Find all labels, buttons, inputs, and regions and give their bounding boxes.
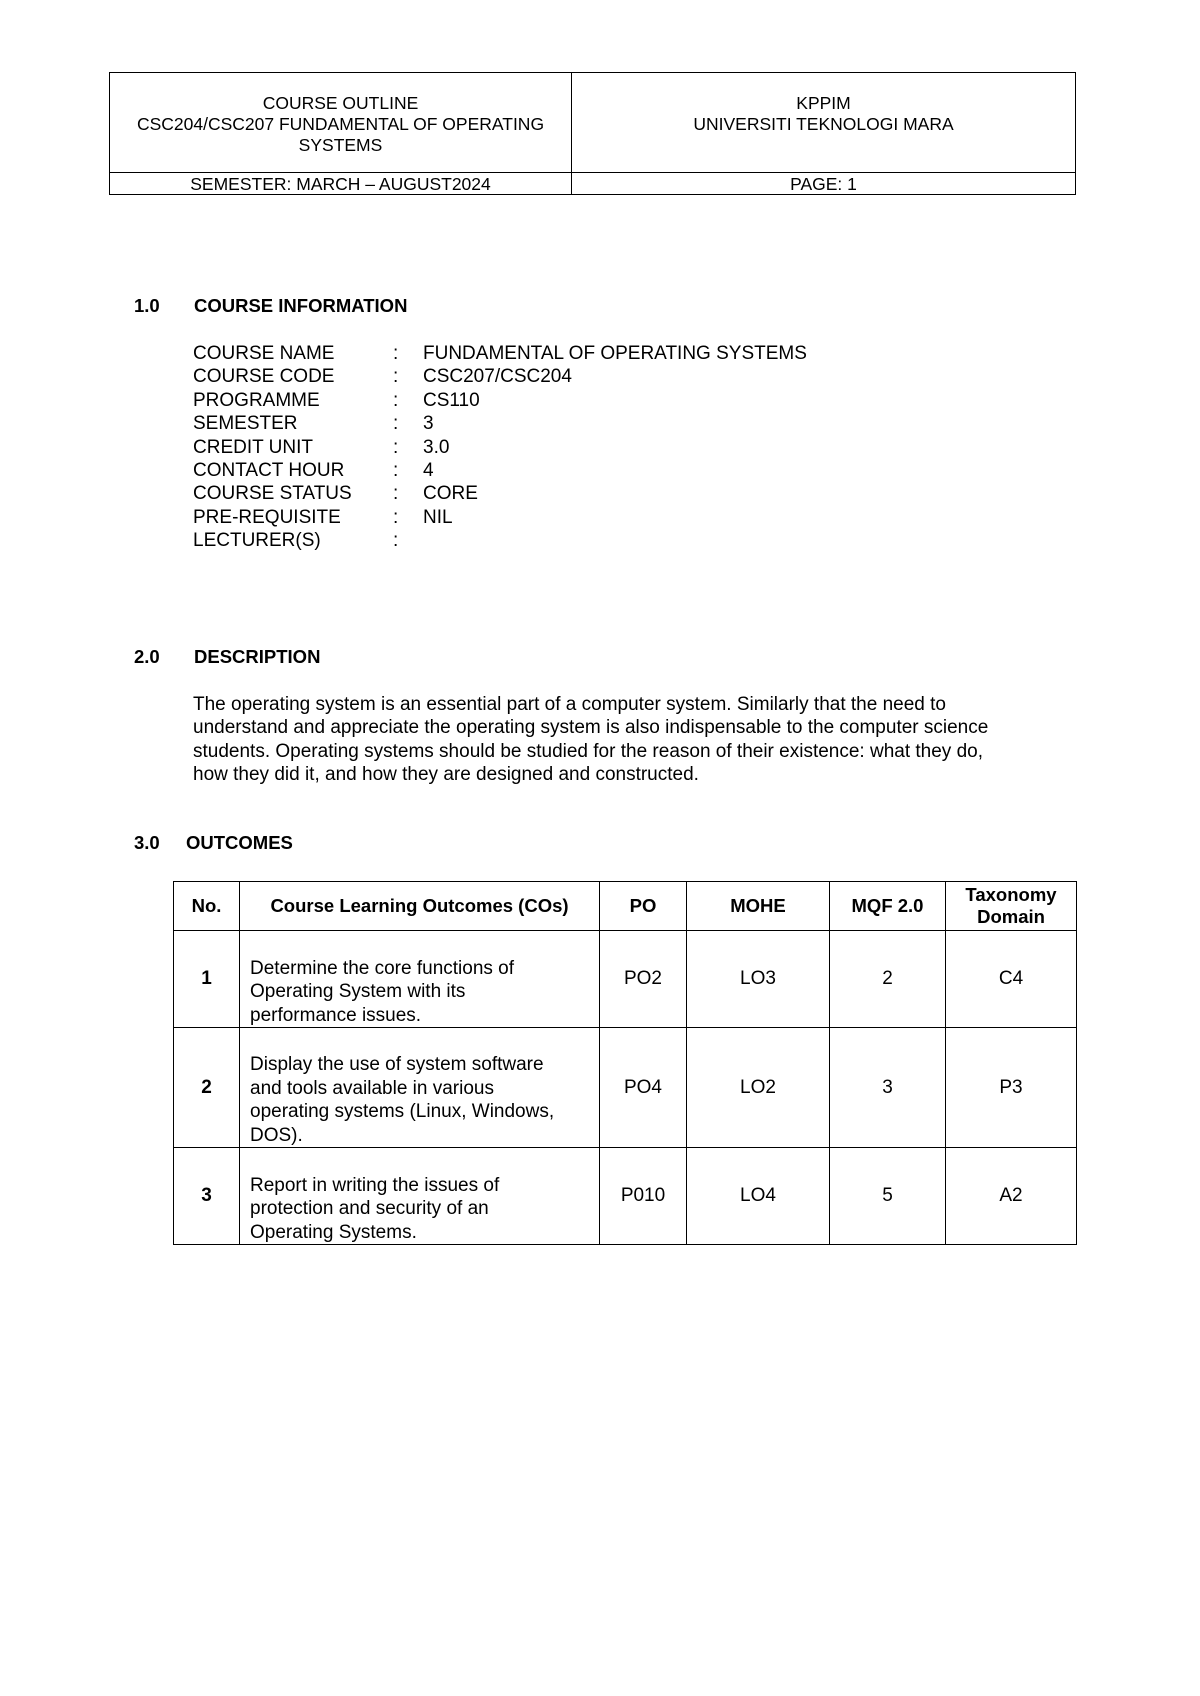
clo-line: protection and security of an xyxy=(250,1198,489,1220)
column-header-mqf: MQF 2.0 xyxy=(830,882,946,931)
course-info-label: CONTACT HOUR xyxy=(193,459,345,481)
description-line: The operating system is an essential part of a computer system. Similarly that the need to xyxy=(193,694,946,715)
table-row xyxy=(174,1028,1077,1148)
course-info-label: COURSE STATUS xyxy=(193,483,352,505)
column-header-po: PO xyxy=(600,882,687,931)
course-info-colon: : xyxy=(393,413,399,435)
cell-mqf: 3 xyxy=(830,1028,946,1148)
section-number: 2.0 xyxy=(134,646,160,667)
clo-line: Report in writing the issues of xyxy=(250,1174,500,1196)
course-info-colon: : xyxy=(393,366,399,388)
course-info-colon: : xyxy=(393,459,399,481)
course-info-label: COURSE CODE xyxy=(193,366,335,388)
column-header-taxonomy xyxy=(946,882,1077,931)
course-info-value: CS110 xyxy=(423,389,480,411)
document-header xyxy=(109,72,1076,195)
header-left-line: COURSE OUTLINE xyxy=(262,93,419,113)
clo-line: Operating System with its xyxy=(250,981,466,1003)
outcomes-table xyxy=(173,881,1077,1245)
header-right-line: KPPIM xyxy=(796,93,851,113)
header-course-title xyxy=(110,73,572,173)
cell-taxonomy: A2 xyxy=(946,1148,1077,1245)
course-info-value: CORE xyxy=(423,483,478,505)
course-info-value: 3 xyxy=(423,413,434,435)
course-info-value: FUNDAMENTAL OF OPERATING SYSTEMS xyxy=(423,343,807,364)
cell-clo xyxy=(240,1148,600,1245)
cell-no: 3 xyxy=(174,1148,240,1245)
course-info-colon: : xyxy=(393,389,399,411)
course-info-row xyxy=(193,412,807,435)
outcomes-header-row xyxy=(174,882,1077,931)
cell-no: 1 xyxy=(174,931,240,1028)
table-row xyxy=(174,1148,1077,1245)
course-info-label: LECTURER(S) xyxy=(193,530,321,552)
course-info-colon: : xyxy=(393,343,399,364)
column-header-mohe: MOHE xyxy=(687,882,830,931)
course-info-label: SEMESTER xyxy=(193,413,298,435)
description-line: understand and appreciate the operating system is also indispensable to the computer science xyxy=(193,717,989,739)
course-info-row xyxy=(193,482,807,505)
header-right-line: UNIVERSITI TEKNOLOGI MARA xyxy=(693,114,954,134)
course-info-label: PRE-REQUISITE xyxy=(193,506,341,528)
course-info-row xyxy=(193,459,807,482)
course-info-colon: : xyxy=(393,530,399,552)
cell-mohe: LO2 xyxy=(687,1028,830,1148)
cell-mqf: 2 xyxy=(830,931,946,1028)
clo-line: DOS). xyxy=(250,1124,303,1146)
course-info-row xyxy=(193,436,807,459)
header-page-number: PAGE: 1 xyxy=(572,173,1076,195)
clo-line: performance issues. xyxy=(250,1004,422,1026)
cell-mohe: LO4 xyxy=(687,1148,830,1245)
clo-line: Display the use of system software xyxy=(250,1054,544,1076)
column-header-clo: Course Learning Outcomes (COs) xyxy=(240,882,600,931)
clo-line: and tools available in various xyxy=(250,1077,494,1099)
cell-clo xyxy=(240,931,600,1028)
header-left-line: CSC204/CSC207 FUNDAMENTAL OF OPERATING xyxy=(136,114,545,134)
section-title: COURSE INFORMATION xyxy=(194,295,408,316)
table-row xyxy=(174,931,1077,1028)
cell-po: P010 xyxy=(600,1148,687,1245)
cell-taxonomy: C4 xyxy=(946,931,1077,1028)
section-title: OUTCOMES xyxy=(186,832,293,853)
course-info-row xyxy=(193,506,807,529)
cell-po: PO2 xyxy=(600,931,687,1028)
taxonomy-header-line: Taxonomy xyxy=(965,884,1057,905)
section-number: 3.0 xyxy=(134,832,160,853)
description-line: students. Operating systems should be studied for the reason of their existence: what they do, xyxy=(193,740,984,762)
course-info-row xyxy=(193,365,807,388)
header-left-line: SYSTEMS xyxy=(298,135,383,155)
header-semester: SEMESTER: MARCH – AUGUST2024 xyxy=(110,173,572,195)
header-institution xyxy=(572,73,1076,173)
section-heading-description xyxy=(134,646,320,668)
section-heading-course-information xyxy=(134,295,407,317)
cell-po: PO4 xyxy=(600,1028,687,1148)
course-info-list xyxy=(193,342,807,553)
course-info-value: NIL xyxy=(423,506,453,528)
course-info-row xyxy=(193,389,807,412)
course-info-value: 4 xyxy=(423,459,434,481)
course-info-label: PROGRAMME xyxy=(193,389,320,411)
course-info-colon: : xyxy=(393,483,399,505)
cell-no: 2 xyxy=(174,1028,240,1148)
clo-line: Operating Systems. xyxy=(250,1221,417,1243)
description-paragraph xyxy=(193,693,1073,787)
cell-clo xyxy=(240,1028,600,1148)
course-info-colon: : xyxy=(393,506,399,528)
course-info-row xyxy=(193,529,807,552)
section-title: DESCRIPTION xyxy=(194,646,321,667)
clo-line: Determine the core functions of xyxy=(250,957,515,979)
column-header-no: No. xyxy=(174,882,240,931)
clo-line: operating systems (Linux, Windows, xyxy=(250,1101,555,1123)
course-info-label: CREDIT UNIT xyxy=(193,436,313,458)
course-info-value: 3.0 xyxy=(423,436,450,458)
course-info-label: COURSE NAME xyxy=(193,343,335,364)
cell-mohe: LO3 xyxy=(687,931,830,1028)
section-number: 1.0 xyxy=(134,295,160,316)
course-info-colon: : xyxy=(393,436,399,458)
course-info-value: CSC207/CSC204 xyxy=(423,366,572,388)
course-info-row xyxy=(193,342,807,365)
cell-mqf: 5 xyxy=(830,1148,946,1245)
description-line: how they did it, and how they are designed and constructed. xyxy=(193,764,699,786)
cell-taxonomy: P3 xyxy=(946,1028,1077,1148)
section-heading-outcomes xyxy=(134,832,293,854)
taxonomy-header-line: Domain xyxy=(977,906,1045,927)
